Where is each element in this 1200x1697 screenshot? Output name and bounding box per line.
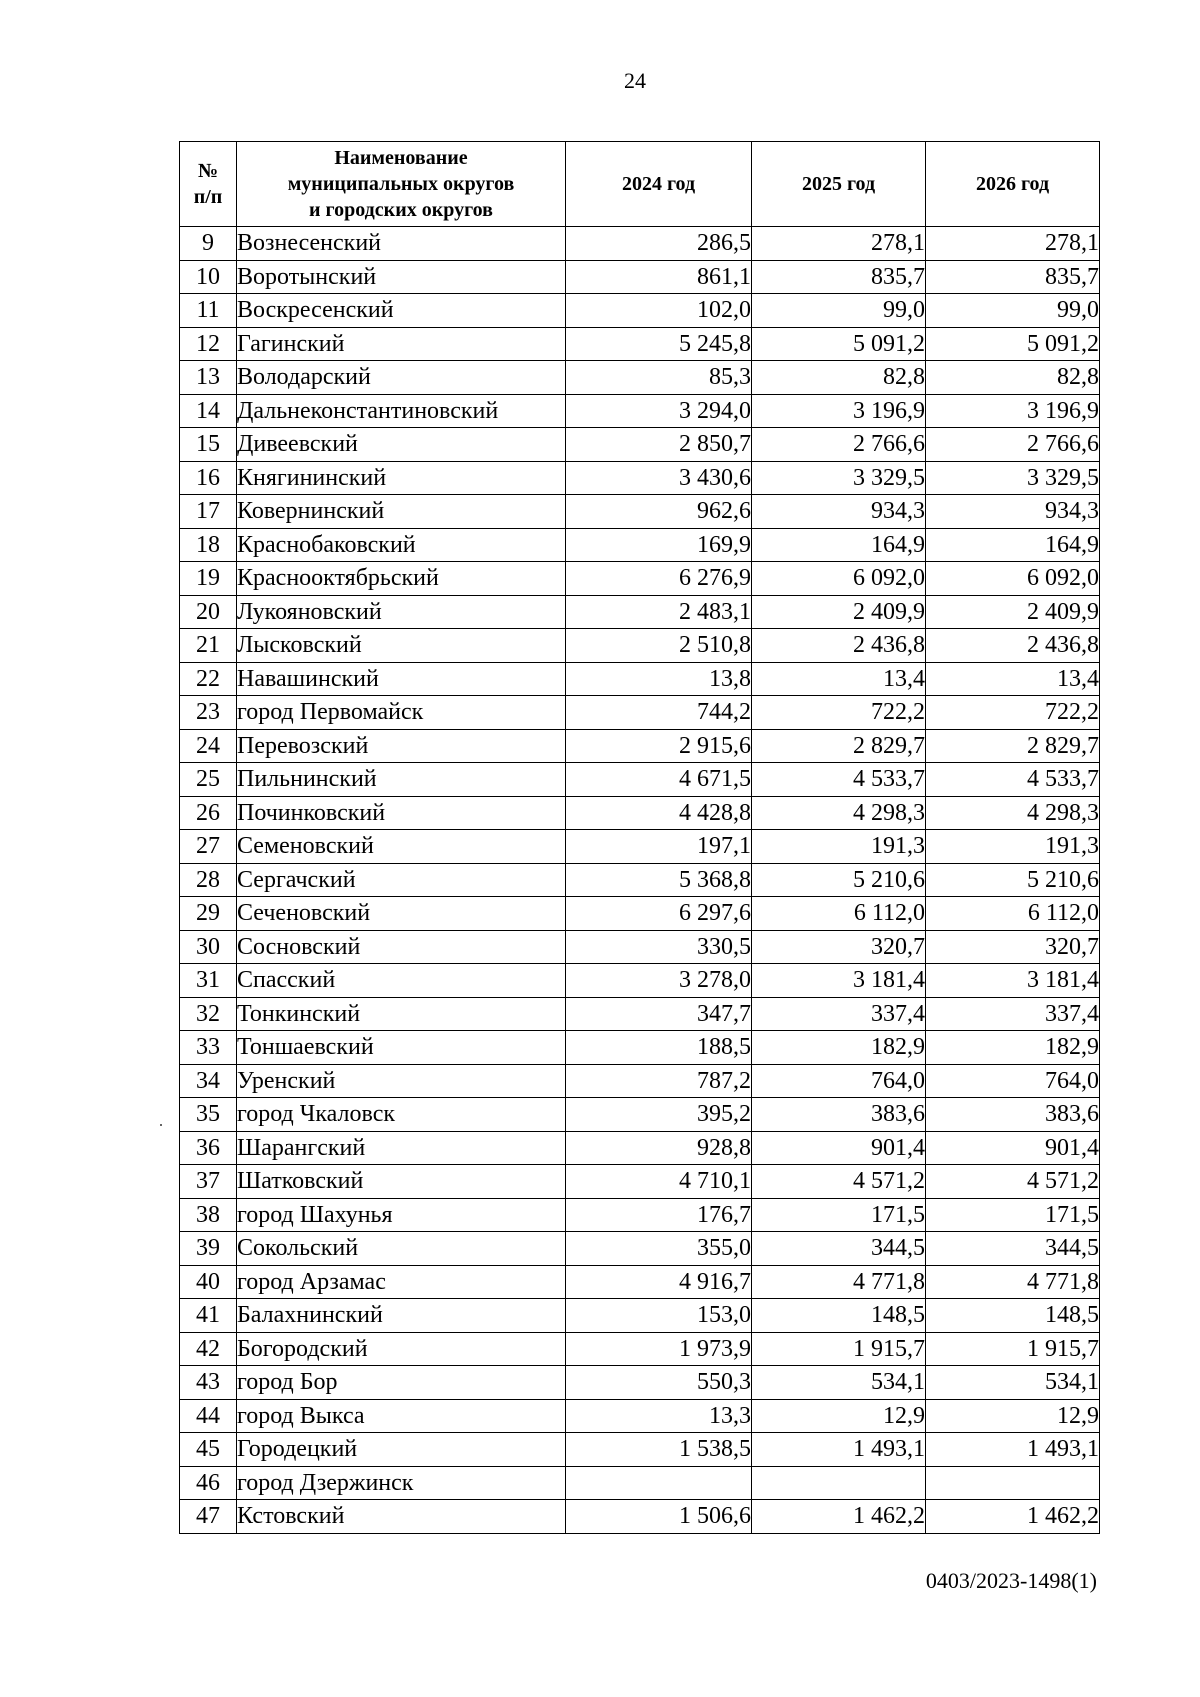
- value-2026: 344,5: [926, 1232, 1100, 1266]
- value-2026: 3 329,5: [926, 461, 1100, 495]
- row-name: Воскресенский: [237, 294, 566, 328]
- header-name: [237, 142, 566, 227]
- row-number: 39: [180, 1232, 237, 1266]
- value-2025: 4 571,2: [752, 1165, 926, 1199]
- row-number: 40: [180, 1265, 237, 1299]
- value-2026: 383,6: [926, 1098, 1100, 1132]
- value-2025: 934,3: [752, 495, 926, 529]
- row-name: Спасский: [237, 964, 566, 998]
- table-row: [180, 897, 1100, 931]
- row-name: Навашинский: [237, 662, 566, 696]
- row-name: Сеченовский: [237, 897, 566, 931]
- row-name: Балахнинский: [237, 1299, 566, 1333]
- value-2025: 901,4: [752, 1131, 926, 1165]
- value-2025: 13,4: [752, 662, 926, 696]
- row-number: 17: [180, 495, 237, 529]
- value-2025: [752, 1466, 926, 1500]
- row-name: Княгининский: [237, 461, 566, 495]
- table-row: [180, 260, 1100, 294]
- value-2025: 2 409,9: [752, 595, 926, 629]
- value-2025: 344,5: [752, 1232, 926, 1266]
- row-number: 27: [180, 830, 237, 864]
- table-body: [180, 227, 1100, 1534]
- row-number: 13: [180, 361, 237, 395]
- value-2024: 4 671,5: [566, 763, 752, 797]
- table-row: [180, 562, 1100, 596]
- value-2026: 2 436,8: [926, 629, 1100, 663]
- value-2026: 5 091,2: [926, 327, 1100, 361]
- row-number: 15: [180, 428, 237, 462]
- value-2025: 1 915,7: [752, 1332, 926, 1366]
- row-number: 24: [180, 729, 237, 763]
- value-2025: 320,7: [752, 930, 926, 964]
- value-2025: 3 181,4: [752, 964, 926, 998]
- value-2024: 153,0: [566, 1299, 752, 1333]
- row-name: Володарский: [237, 361, 566, 395]
- table-row: [180, 461, 1100, 495]
- row-number: 20: [180, 595, 237, 629]
- row-number: 9: [180, 227, 237, 261]
- value-2025: 337,4: [752, 997, 926, 1031]
- value-2024: 4 916,7: [566, 1265, 752, 1299]
- row-number: 38: [180, 1198, 237, 1232]
- value-2026: 2 766,6: [926, 428, 1100, 462]
- row-name: город Первомайск: [237, 696, 566, 730]
- row-number: 19: [180, 562, 237, 596]
- value-2025: 99,0: [752, 294, 926, 328]
- row-number: 37: [180, 1165, 237, 1199]
- header-2026: 2026 год: [926, 142, 1100, 227]
- allocation-table: [179, 141, 1100, 1534]
- table-row: [180, 1131, 1100, 1165]
- value-2025: 182,9: [752, 1031, 926, 1065]
- row-name: город Чкаловск: [237, 1098, 566, 1132]
- header-name-line: Наименование: [334, 147, 468, 169]
- value-2024: 2 483,1: [566, 595, 752, 629]
- table-row: [180, 930, 1100, 964]
- value-2024: 169,9: [566, 528, 752, 562]
- row-name: Сергачский: [237, 863, 566, 897]
- value-2026: 934,3: [926, 495, 1100, 529]
- value-2024: 13,8: [566, 662, 752, 696]
- value-2026: 337,4: [926, 997, 1100, 1031]
- table-row: [180, 1165, 1100, 1199]
- value-2024: 861,1: [566, 260, 752, 294]
- value-2026: 164,9: [926, 528, 1100, 562]
- value-2026: 2 829,7: [926, 729, 1100, 763]
- table-row: [180, 1198, 1100, 1232]
- row-name: Сокольский: [237, 1232, 566, 1266]
- value-2024: 962,6: [566, 495, 752, 529]
- table-row: [180, 1332, 1100, 1366]
- row-name: город Выкса: [237, 1399, 566, 1433]
- value-2025: 835,7: [752, 260, 926, 294]
- table-row: [180, 1466, 1100, 1500]
- table-row: [180, 796, 1100, 830]
- row-name: Лукояновский: [237, 595, 566, 629]
- value-2026: 148,5: [926, 1299, 1100, 1333]
- table-row: [180, 964, 1100, 998]
- value-2025: 5 091,2: [752, 327, 926, 361]
- value-2026: 4 298,3: [926, 796, 1100, 830]
- value-2025: 2 829,7: [752, 729, 926, 763]
- value-2026: 1 915,7: [926, 1332, 1100, 1366]
- value-2025: 3 196,9: [752, 394, 926, 428]
- table-row: [180, 629, 1100, 663]
- table-row: [180, 361, 1100, 395]
- value-2025: 3 329,5: [752, 461, 926, 495]
- table-row: [180, 1232, 1100, 1266]
- value-2025: 5 210,6: [752, 863, 926, 897]
- table-row: [180, 1399, 1100, 1433]
- value-2026: 4 571,2: [926, 1165, 1100, 1199]
- value-2024: 13,3: [566, 1399, 752, 1433]
- row-name: Починковский: [237, 796, 566, 830]
- row-number: 26: [180, 796, 237, 830]
- header-number: [180, 142, 237, 227]
- row-number: 35: [180, 1098, 237, 1132]
- value-2026: 278,1: [926, 227, 1100, 261]
- value-2025: 12,9: [752, 1399, 926, 1433]
- row-name: Сосновский: [237, 930, 566, 964]
- table-row: [180, 1500, 1100, 1534]
- value-2026: 3 181,4: [926, 964, 1100, 998]
- value-2024: 102,0: [566, 294, 752, 328]
- value-2026: 12,9: [926, 1399, 1100, 1433]
- row-number: 21: [180, 629, 237, 663]
- row-name: Кстовский: [237, 1500, 566, 1534]
- table-row: [180, 1265, 1100, 1299]
- row-number: 31: [180, 964, 237, 998]
- value-2024: 5 368,8: [566, 863, 752, 897]
- row-number: 12: [180, 327, 237, 361]
- value-2024: 85,3: [566, 361, 752, 395]
- value-2026: 4 771,8: [926, 1265, 1100, 1299]
- value-2026: 13,4: [926, 662, 1100, 696]
- value-2026: 534,1: [926, 1366, 1100, 1400]
- table-row: [180, 1299, 1100, 1333]
- value-2025: 278,1: [752, 227, 926, 261]
- row-name: Шарангский: [237, 1131, 566, 1165]
- row-number: 11: [180, 294, 237, 328]
- row-name: Дивеевский: [237, 428, 566, 462]
- value-2026: 764,0: [926, 1064, 1100, 1098]
- value-2025: 164,9: [752, 528, 926, 562]
- value-2024: 395,2: [566, 1098, 752, 1132]
- value-2024: 6 297,6: [566, 897, 752, 931]
- value-2024: 787,2: [566, 1064, 752, 1098]
- value-2024: 355,0: [566, 1232, 752, 1266]
- table-row: [180, 662, 1100, 696]
- value-2024: 6 276,9: [566, 562, 752, 596]
- row-name: Краснооктябрьский: [237, 562, 566, 596]
- table-row: [180, 1098, 1100, 1132]
- value-2025: 1 493,1: [752, 1433, 926, 1467]
- row-name: Городецкий: [237, 1433, 566, 1467]
- value-2024: 176,7: [566, 1198, 752, 1232]
- table-row: [180, 863, 1100, 897]
- value-2024: 3 430,6: [566, 461, 752, 495]
- row-number: 41: [180, 1299, 237, 1333]
- value-2024: 928,8: [566, 1131, 752, 1165]
- value-2024: 2 510,8: [566, 629, 752, 663]
- row-name: Ковернинский: [237, 495, 566, 529]
- table-row: [180, 294, 1100, 328]
- value-2025: 6 092,0: [752, 562, 926, 596]
- table-row: [180, 495, 1100, 529]
- value-2026: 6 092,0: [926, 562, 1100, 596]
- value-2026: 191,3: [926, 830, 1100, 864]
- row-number: 32: [180, 997, 237, 1031]
- value-2025: 191,3: [752, 830, 926, 864]
- table-row: [180, 1433, 1100, 1467]
- table-row: [180, 729, 1100, 763]
- value-2024: 4 710,1: [566, 1165, 752, 1199]
- value-2025: 148,5: [752, 1299, 926, 1333]
- table-row: [180, 394, 1100, 428]
- row-number: 45: [180, 1433, 237, 1467]
- page-number: 24: [624, 68, 646, 93]
- margin-mark: [160, 1124, 162, 1126]
- table-row: [180, 763, 1100, 797]
- row-number: 47: [180, 1500, 237, 1534]
- value-2025: 82,8: [752, 361, 926, 395]
- row-number: 28: [180, 863, 237, 897]
- table-row: [180, 595, 1100, 629]
- header-number-line: п/п: [193, 186, 223, 208]
- value-2025: 6 112,0: [752, 897, 926, 931]
- table-row: [180, 696, 1100, 730]
- row-number: 22: [180, 662, 237, 696]
- row-name: Перевозский: [237, 729, 566, 763]
- value-2024: [566, 1466, 752, 1500]
- row-number: 42: [180, 1332, 237, 1366]
- table-row: [180, 428, 1100, 462]
- row-number: 10: [180, 260, 237, 294]
- value-2026: 182,9: [926, 1031, 1100, 1065]
- row-name: Богородский: [237, 1332, 566, 1366]
- row-number: 16: [180, 461, 237, 495]
- row-name: Тоншаевский: [237, 1031, 566, 1065]
- value-2024: 4 428,8: [566, 796, 752, 830]
- table-row: [180, 327, 1100, 361]
- row-number: 14: [180, 394, 237, 428]
- row-name: Вознесенский: [237, 227, 566, 261]
- table-row: [180, 1366, 1100, 1400]
- table-row: [180, 830, 1100, 864]
- value-2026: 3 196,9: [926, 394, 1100, 428]
- value-2026: 722,2: [926, 696, 1100, 730]
- value-2026: 1 462,2: [926, 1500, 1100, 1534]
- row-name: Воротынский: [237, 260, 566, 294]
- value-2025: 2 766,6: [752, 428, 926, 462]
- row-number: 18: [180, 528, 237, 562]
- table-header-row: [180, 142, 1100, 227]
- document-code: 0403/2023-1498(1): [925, 1568, 1097, 1593]
- value-2025: 1 462,2: [752, 1500, 926, 1534]
- row-number: 23: [180, 696, 237, 730]
- row-number: 43: [180, 1366, 237, 1400]
- value-2024: 2 915,6: [566, 729, 752, 763]
- value-2026: 5 210,6: [926, 863, 1100, 897]
- row-name: Пильнинский: [237, 763, 566, 797]
- row-name: Краснобаковский: [237, 528, 566, 562]
- header-name-line: муниципальных округов: [287, 173, 515, 195]
- header-2024: 2024 год: [566, 142, 752, 227]
- header-number-line: №: [197, 160, 219, 182]
- row-name: Лысковский: [237, 629, 566, 663]
- row-number: 33: [180, 1031, 237, 1065]
- value-2025: 764,0: [752, 1064, 926, 1098]
- row-number: 29: [180, 897, 237, 931]
- row-name: Семеновский: [237, 830, 566, 864]
- value-2024: 188,5: [566, 1031, 752, 1065]
- row-name: город Арзамас: [237, 1265, 566, 1299]
- row-name: город Дзержинск: [237, 1466, 566, 1500]
- value-2024: 5 245,8: [566, 327, 752, 361]
- row-name: город Шахунья: [237, 1198, 566, 1232]
- row-name: Тонкинский: [237, 997, 566, 1031]
- value-2024: 1 506,6: [566, 1500, 752, 1534]
- value-2026: 82,8: [926, 361, 1100, 395]
- row-name: Дальнеконстантиновский: [237, 394, 566, 428]
- value-2026: 99,0: [926, 294, 1100, 328]
- row-name: Шатковский: [237, 1165, 566, 1199]
- row-number: 30: [180, 930, 237, 964]
- value-2024: 347,7: [566, 997, 752, 1031]
- row-name: Гагинский: [237, 327, 566, 361]
- value-2024: 1 538,5: [566, 1433, 752, 1467]
- value-2026: 901,4: [926, 1131, 1100, 1165]
- value-2025: 383,6: [752, 1098, 926, 1132]
- value-2026: 6 112,0: [926, 897, 1100, 931]
- header-name-line: и городских округов: [309, 199, 493, 221]
- value-2025: 4 771,8: [752, 1265, 926, 1299]
- value-2026: 1 493,1: [926, 1433, 1100, 1467]
- value-2024: 3 278,0: [566, 964, 752, 998]
- value-2025: 534,1: [752, 1366, 926, 1400]
- header-2025: 2025 год: [752, 142, 926, 227]
- value-2026: 2 409,9: [926, 595, 1100, 629]
- table-row: [180, 1064, 1100, 1098]
- value-2025: 4 533,7: [752, 763, 926, 797]
- table-row: [180, 1031, 1100, 1065]
- value-2024: 550,3: [566, 1366, 752, 1400]
- row-number: 36: [180, 1131, 237, 1165]
- value-2025: 722,2: [752, 696, 926, 730]
- value-2025: 2 436,8: [752, 629, 926, 663]
- row-number: 34: [180, 1064, 237, 1098]
- row-number: 46: [180, 1466, 237, 1500]
- row-number: 25: [180, 763, 237, 797]
- value-2024: 197,1: [566, 830, 752, 864]
- row-number: 44: [180, 1399, 237, 1433]
- row-name: Уренский: [237, 1064, 566, 1098]
- value-2024: 1 973,9: [566, 1332, 752, 1366]
- value-2026: 4 533,7: [926, 763, 1100, 797]
- value-2024: 3 294,0: [566, 394, 752, 428]
- table-row: [180, 528, 1100, 562]
- value-2024: 2 850,7: [566, 428, 752, 462]
- value-2024: 330,5: [566, 930, 752, 964]
- value-2026: 320,7: [926, 930, 1100, 964]
- value-2024: 286,5: [566, 227, 752, 261]
- value-2024: 744,2: [566, 696, 752, 730]
- value-2025: 171,5: [752, 1198, 926, 1232]
- row-name: город Бор: [237, 1366, 566, 1400]
- value-2026: 835,7: [926, 260, 1100, 294]
- value-2026: [926, 1466, 1100, 1500]
- value-2026: 171,5: [926, 1198, 1100, 1232]
- table-row: [180, 997, 1100, 1031]
- table-row: [180, 227, 1100, 261]
- value-2025: 4 298,3: [752, 796, 926, 830]
